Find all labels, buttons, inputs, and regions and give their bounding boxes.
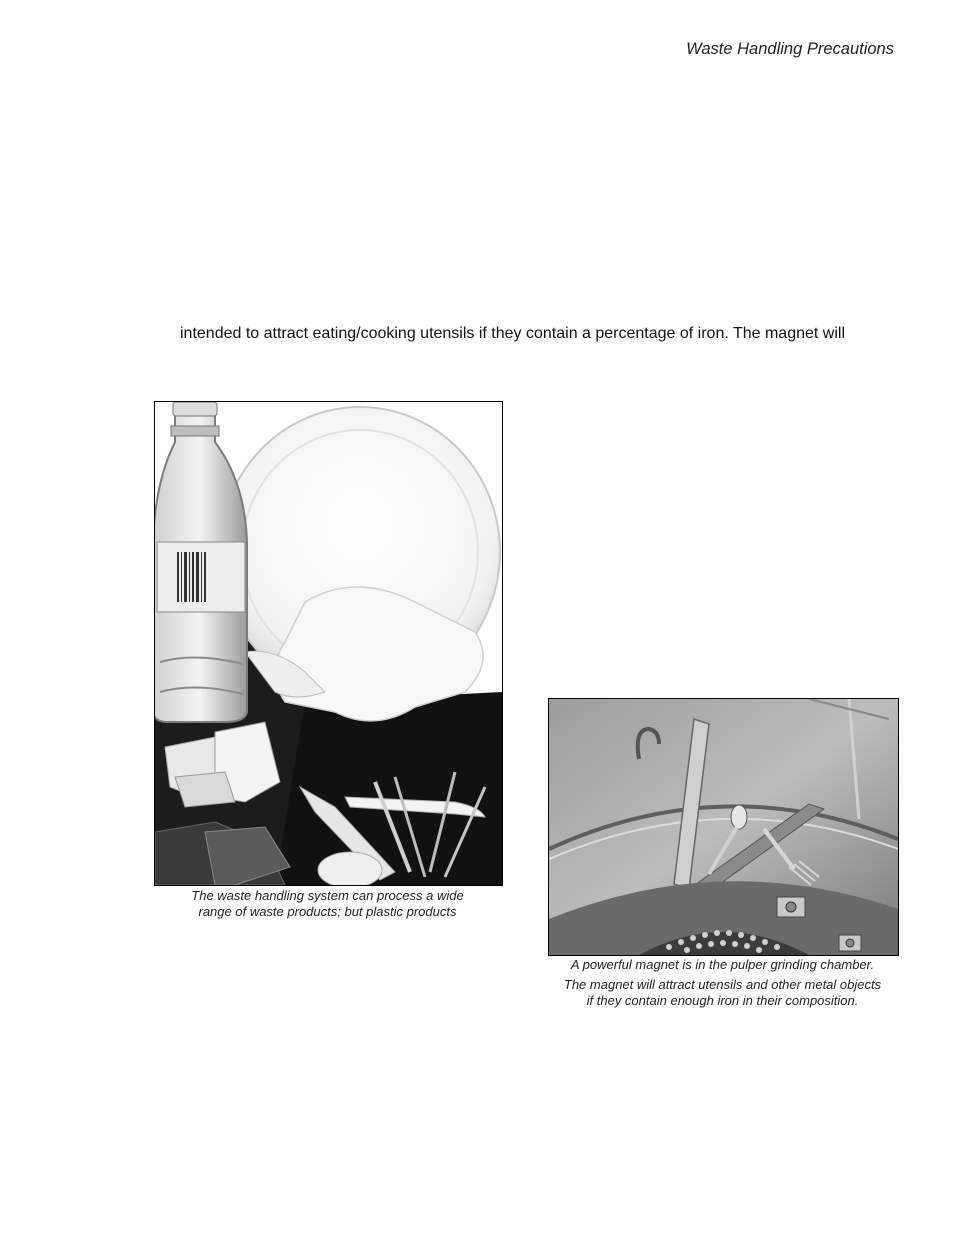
pulper-chamber-photo (548, 698, 899, 956)
magnet-photo-caption (548, 957, 897, 1009)
caption-line: A powerful magnet is in the pulper grinding chamber. (570, 957, 875, 972)
caption-line: The magnet will attract utensils and other metal objects (563, 977, 882, 992)
body-text-line: intended to attract eating/cooking utensils if they contain a percentage of iron. The magnet will (180, 325, 845, 342)
caption-line: if they contain enough iron in their composition. (586, 993, 859, 1008)
waste-products-photo (154, 401, 503, 886)
waste-photo-caption (154, 888, 501, 920)
caption-line: range of waste products; but plastic products (198, 904, 457, 919)
caption-line: The waste handling system can process a wide (191, 888, 464, 903)
section-title: Waste Handling Precautions (686, 40, 894, 58)
